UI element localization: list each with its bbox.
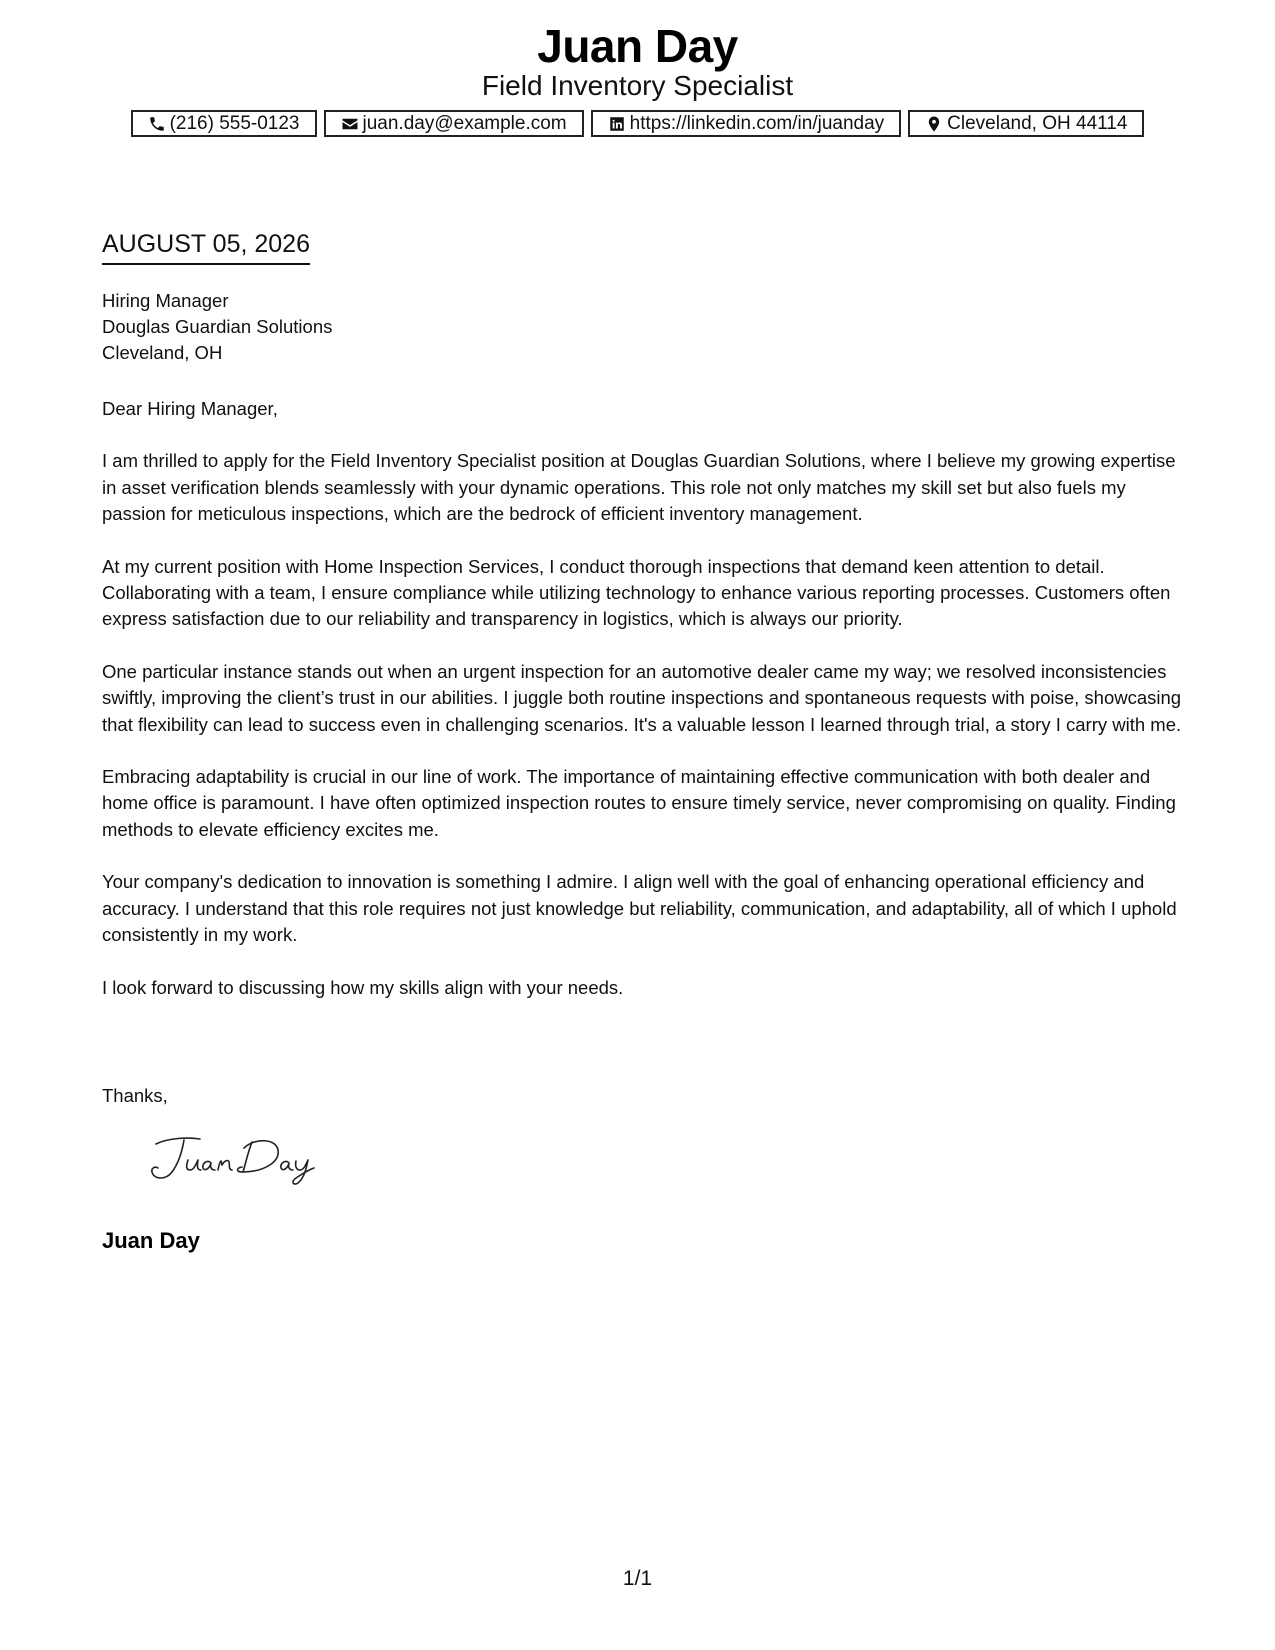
- letter-date: AUGUST 05, 2026: [102, 228, 310, 265]
- contact-email[interactable]: [324, 110, 584, 137]
- recipient-title: Hiring Manager: [102, 290, 229, 311]
- job-title: Field Inventory Specialist: [481, 70, 794, 101]
- applicant-name: Juan Day: [537, 20, 738, 72]
- envelope-icon: [341, 115, 359, 133]
- linkedin-text: https://linkedin.com/in/juanday: [629, 112, 885, 134]
- recipient-location: Cleveland, OH: [102, 342, 223, 363]
- body-paragraph: I look forward to discussing how my skills align with your needs.: [102, 976, 624, 998]
- email-text: juan.day@example.com: [362, 112, 567, 134]
- body-paragraph: Embracing adaptability is crucial in our line of work. The importance of maintaining effective communication with both dealer and home office is paramount. I have often optimized inspection routes to ensure timely service, never compromising on quality. Finding methods to elevate efficiency excites me.: [102, 766, 1176, 840]
- recipient-company: Douglas Guardian Solutions: [102, 316, 333, 337]
- linkedin-icon: [608, 115, 626, 133]
- signer-name: Juan Day: [102, 1228, 200, 1253]
- contact-bar: [0, 110, 1275, 137]
- letter-header: [0, 18, 1275, 137]
- letter-body: [102, 396, 1182, 1027]
- location-text: Cleveland, OH 44114: [947, 112, 1128, 134]
- contact-phone[interactable]: [131, 110, 317, 137]
- closing: Thanks,: [102, 1085, 168, 1106]
- body-paragraph: Your company's dedication to innovation is something I admire. I align well with the goal of enhancing operational efficiency and accuracy. I understand that this role requires not just knowledge but reliability, communication, and adaptability, all of which I uphold consistently in my work.: [102, 871, 1177, 946]
- phone-text: (216) 555-0123: [169, 112, 300, 134]
- body-paragraph: At my current position with Home Inspection Services, I conduct thorough inspections that demand keen attention to detail. Collaborating with a team, I ensure compliance while utilizing technology to enhance various reporting processes. Customers often express satisfaction due to our reliability and transparency in logistics, which is always our priority.: [102, 555, 1171, 630]
- body-paragraph: One particular instance stands out when an urgent inspection for an automotive dealer came my way; we resolved inconsistencies swiftly, improving the client’s trust in our abilities. I juggle both routine inspections and spontaneous requests with poise, showcasing that flexibility can lead to success even in challenging scenarios. It's a valuable lesson I learned through trial, a story I carry with me.: [102, 660, 1182, 735]
- signature-graphic: [148, 1130, 323, 1186]
- page-number: 1/1: [622, 1567, 653, 1590]
- handwritten-signature: [148, 1130, 323, 1191]
- map-pin-icon: [925, 115, 943, 133]
- recipient-block: [102, 288, 332, 366]
- contact-linkedin[interactable]: [591, 110, 902, 137]
- phone-icon: [148, 115, 166, 133]
- salutation: Dear Hiring Manager,: [102, 398, 278, 419]
- contact-location: [908, 110, 1144, 137]
- body-paragraph: I am thrilled to apply for the Field Inventory Specialist position at Douglas Guardian Solutions, where I believe my growing expertise in asset verification blends seamlessly with your dynamic operations. This role not only matches my skill set but also fuels my passion for meticulous inspections, which are the bedrock of efficient inventory management.: [102, 450, 1176, 525]
